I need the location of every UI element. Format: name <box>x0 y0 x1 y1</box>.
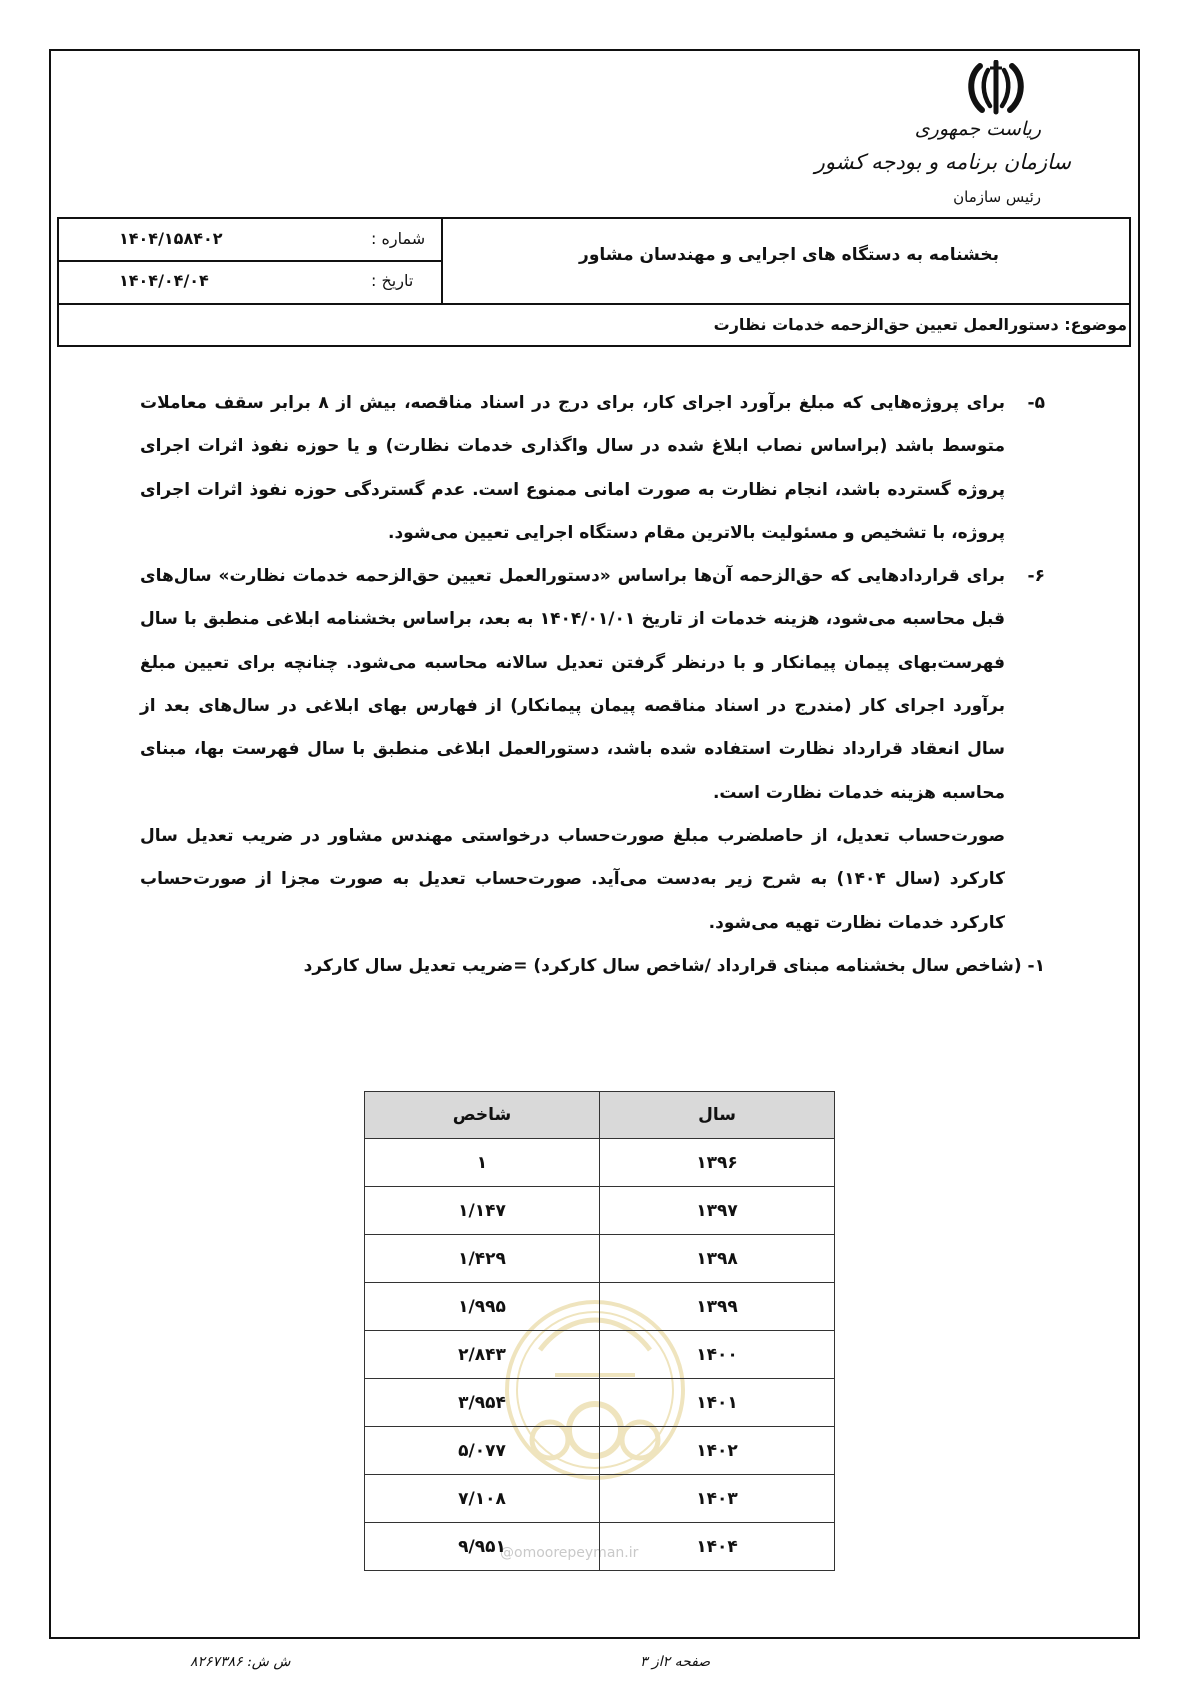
date-label: تاریخ : <box>371 271 414 290</box>
clause-5 <box>140 382 1045 555</box>
index-cell: ۷/۱۰۸ <box>365 1475 600 1523</box>
year-cell: ۱۴۰۳ <box>600 1475 835 1523</box>
table-row <box>365 1379 835 1427</box>
letter-date: ۱۴۰۴/۰۴/۰۴ <box>119 271 209 290</box>
letter-number: ۱۴۰۴/۱۵۸۴۰۲ <box>119 229 223 248</box>
subject-line: موضوع: دستورالعمل تعیین حق‌الزحمه خدمات نظارت <box>713 315 1127 334</box>
table-row <box>365 1475 835 1523</box>
year-cell: ۱۴۰۲ <box>600 1427 835 1475</box>
table-row <box>365 1139 835 1187</box>
index-cell: ۲/۸۴۳ <box>365 1331 600 1379</box>
adjustment-formula: ۱- (شاخص سال بخشنامه مبنای قرارداد /شاخص سال کارکرد) =ضریب تعدیل سال کارکرد <box>303 955 1045 976</box>
header-divider <box>441 219 443 303</box>
column-header-index: شاخص <box>365 1092 600 1139</box>
table-row <box>365 1283 835 1331</box>
index-cell: ۹/۹۵۱ <box>365 1523 600 1571</box>
clause-6 <box>140 555 1045 815</box>
header-divider <box>59 303 1129 305</box>
column-header-year: سال <box>600 1092 835 1139</box>
letterhead-head: رئیس سازمان <box>953 188 1041 206</box>
year-cell: ۱۴۰۴ <box>600 1523 835 1571</box>
year-cell: ۱۳۹۷ <box>600 1187 835 1235</box>
year-cell: ۱۳۹۹ <box>600 1283 835 1331</box>
year-cell: ۱۴۰۱ <box>600 1379 835 1427</box>
table-row <box>365 1331 835 1379</box>
index-cell: ۳/۹۵۴ <box>365 1379 600 1427</box>
table-row <box>365 1427 835 1475</box>
clause-text: برای پروژه‌هایی که مبلغ برآورد اجرای کار، برای درج در اسناد مناقصه، بیش از ۸ برابر سقف معاملات متوسط باشد (براساس نصاب ابلاغ شده در سال واگذاری خدمات نظارت) و یا حوزه نفوذ اثرات اجرای پروژه گسترده باشد، انجام نظارت به صورت امانی ممنوع است. عدم گستردگی حوزه نفوذ اثرات اجرای پروژه، با تشخیص و مسئولیت بالاترین مقام دستگاه اجرایی تعیین می‌شود. <box>140 393 1005 543</box>
recipient: بخشنامه به دستگاه های اجرایی و مهندسان مشاور <box>579 245 999 265</box>
header-divider <box>59 260 441 262</box>
adjustment-paragraph: صورت‌حساب تعدیل، از حاصلضرب مبلغ صورت‌حساب درخواستی مهندس مشاور در ضریب تعدیل سال کارکرد (سال ۱۴۰۴) به شرح زیر به‌دست می‌آید. صورت‌حساب تعدیل به صورت مجزا از صورت‌حساب کارکرد خدمات نظارت تهیه می‌شود. <box>140 825 1006 933</box>
index-cell: ۱/۹۹۵ <box>365 1283 600 1331</box>
index-cell: ۱/۱۴۷ <box>365 1187 600 1235</box>
year-cell: ۱۴۰۰ <box>600 1331 835 1379</box>
page-number: صفحه ۲از ۳ <box>640 1654 711 1670</box>
table-row <box>365 1187 835 1235</box>
clause-text: برای قراردادهایی که حق‌الزحمه آن‌ها براساس «دستورالعمل تعیین حق‌الزحمه خدمات نظارت» سال‌های قبل محاسبه می‌شود، هزینه خدمات از تاریخ ۱۴۰۴/۰۱/۰۱ به بعد، براساس بخشنامه ابلاغی منطبق با سال فهرست‌بهای پیمان پیمانکار و با درنظر گرفتن تعدیل سالانه محاسبه می‌شود. چنانچه برای تعیین مبلغ برآورد اجرای کار (مندرج در اسناد مناقصه پیمان پیمانکار) از فهارس بهای ابلاغی در سال‌های بعد از سال انعقاد قرارداد نظارت استفاده شده باشد، دستورالعمل ابلاغی منطبق با سال فهرست بها، مبنای محاسبه هزینه خدمات نظارت است. <box>140 566 1005 803</box>
index-table <box>364 1091 835 1571</box>
index-cell: ۱/۴۲۹ <box>365 1235 600 1283</box>
letter-header-box <box>57 217 1131 347</box>
year-cell: ۱۳۹۶ <box>600 1139 835 1187</box>
letter-body <box>140 382 1045 988</box>
clause-number: ۵- <box>1027 393 1045 413</box>
table-row <box>365 1235 835 1283</box>
watermark-url: @omoorepeyman.ir <box>500 1545 639 1561</box>
index-cell: ۱ <box>365 1139 600 1187</box>
table-row <box>365 1523 835 1571</box>
clause-number: ۶- <box>1027 566 1045 587</box>
letterhead-presidency: ریاست جمهوری <box>914 118 1041 140</box>
serial-number: ش ش: ۸۲۶۷۳۸۶ <box>190 1654 291 1670</box>
letterhead-organization: سازمان برنامه و بودجه کشور <box>814 150 1071 174</box>
table-header-row <box>365 1092 835 1139</box>
iran-emblem-icon <box>966 60 1026 116</box>
number-label: شماره : <box>371 229 426 248</box>
year-cell: ۱۳۹۸ <box>600 1235 835 1283</box>
index-cell: ۵/۰۷۷ <box>365 1427 600 1475</box>
